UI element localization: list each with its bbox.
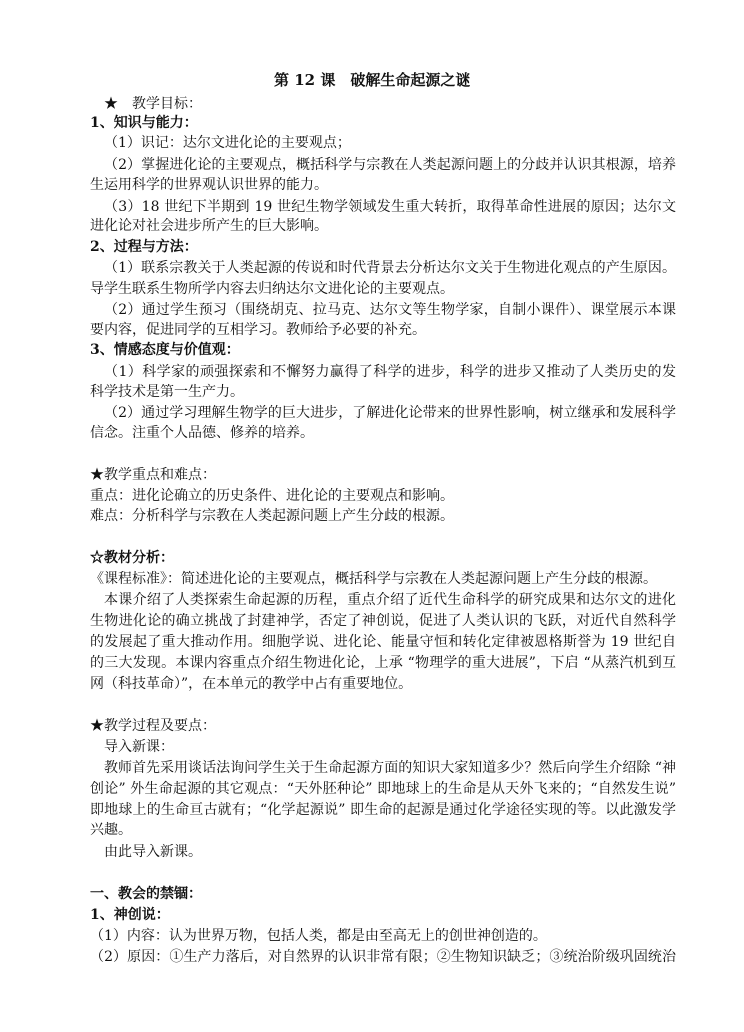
paragraph-line: 难点：分析科学与宗教在人类起源问题上产生分歧的根源。 — [90, 508, 454, 524]
paragraph-line: 科学技术是第一生产力。 — [90, 384, 244, 400]
paragraph-line: 要内容，促进同学的互相学习。教师给予必要的补充。 — [90, 322, 426, 338]
paragraph-line: 进化论对社会进步所产生的巨大影响。 — [90, 218, 328, 234]
section-heading: 1、知识与能力： — [90, 115, 198, 131]
paragraph-line: （2）原因：①生产力落后，对自然界的认识非常有限；②生物知识缺乏；③统治阶级巩固统治 — [90, 949, 676, 965]
paragraph-line: 由此导入新课。 — [104, 844, 202, 860]
section-heading: 2、过程与方法： — [90, 239, 198, 255]
keys-heading: ★教学重点和难点： — [90, 467, 216, 483]
paragraph-line: 网（科技革命）”，在本单元的教学中占有重要地位。 — [90, 676, 413, 692]
paragraph-line: 导学生联系生物所学内容去归纳达尔文进化论的主要观点。 — [90, 281, 454, 297]
paragraph-line: （1）联系宗教关于人类起源的传说和时代背景去分析达尔文关于生物进化观点的产生原因。 — [104, 260, 676, 276]
part-heading: 一、教会的禁锢： — [90, 886, 202, 902]
paragraph-line: （1）识记：达尔文进化论的主要观点； — [104, 135, 351, 151]
paragraph-line: （2）通过学习理解生物学的巨大进步，了解进化论带来的世界性影响，树立继承和发展科学 — [104, 405, 676, 421]
paragraph-line: 教师首先采用谈话法询问学生关于生命起源方面的知识大家知道多少？然后向学生介绍除 “神 — [104, 760, 676, 776]
process-heading: ★教学过程及要点： — [90, 718, 216, 734]
analysis-heading: ☆教材分析： — [90, 550, 174, 566]
paragraph-line: 生运用科学的世界观认识世界的能力。 — [90, 177, 328, 193]
paragraph-line: （2）掌握进化论的主要观点，概括科学与宗教在人类起源问题上的分歧并认识其根源，培养 — [104, 157, 676, 173]
paragraph-line: （2）通过学生预习（围绕胡克、拉马克、达尔文等生物学家，自制小课件）、课堂展示本课 — [104, 302, 676, 318]
paragraph-line: 即地球上的生命亘古就有；“化学起源说” 即生命的起源是通过化学途径实现的等。以此激发学 — [90, 802, 676, 818]
paragraph-line: 本课介绍了人类探索生命起源的历程，重点介绍了近代生命科学的研究成果和达尔文的进化 — [104, 592, 676, 608]
paragraph-line: 导入新课： — [104, 739, 174, 755]
section-heading: 3、情感态度与价值观： — [90, 342, 240, 358]
paragraph-line: 的三大发现。本课内容重点介绍生物进化论，上承 “物理学的重大进展”，下启 “从蒸汽机到互 — [90, 655, 676, 671]
goals-heading: ★ 教学目标： — [104, 96, 202, 112]
paragraph-line: 创论” 外生命起源的其它观点：“天外胚种论” 即地球上的生命是从天外飞来的；“自然发生说” — [90, 781, 676, 797]
paragraph-line: 生物进化论的确立挑战了封建神学，否定了神创说，促进了人类认识的飞跃，对近代自然科学 — [90, 613, 676, 629]
paragraph-line: 信念。注重个人品德、修养的培养。 — [90, 425, 314, 441]
paragraph-line: （3）18 世纪下半期到 19 世纪生物学领域发生重大转折，取得革命性进展的原因；达尔文 — [104, 199, 676, 215]
subsection-heading: 1、神创说： — [90, 907, 170, 923]
paragraph-line: 兴趣。 — [90, 822, 132, 838]
paragraph-line: 《课程标准》：简述进化论的主要观点，概括科学与宗教在人类起源问题上产生分歧的根源。 — [90, 571, 657, 587]
paragraph-line: 的发展起了重大推动作用。细胞学说、进化论、能量守恒和转化定律被恩格斯誉为 19 世纪自 — [90, 634, 676, 650]
paragraph-line: （1）科学家的顽强探索和不懈努力赢得了科学的进步，科学的进步又推动了人类历史的发 — [104, 364, 676, 380]
paragraph-line: 重点：进化论确立的历史条件、进化论的主要观点和影响。 — [90, 488, 454, 504]
paragraph-line: （1）内容：认为世界万物，包括人类，都是由至高无上的创世神创造的。 — [90, 928, 547, 944]
page-title: 第 12 课 破解生命起源之谜 — [274, 71, 471, 89]
